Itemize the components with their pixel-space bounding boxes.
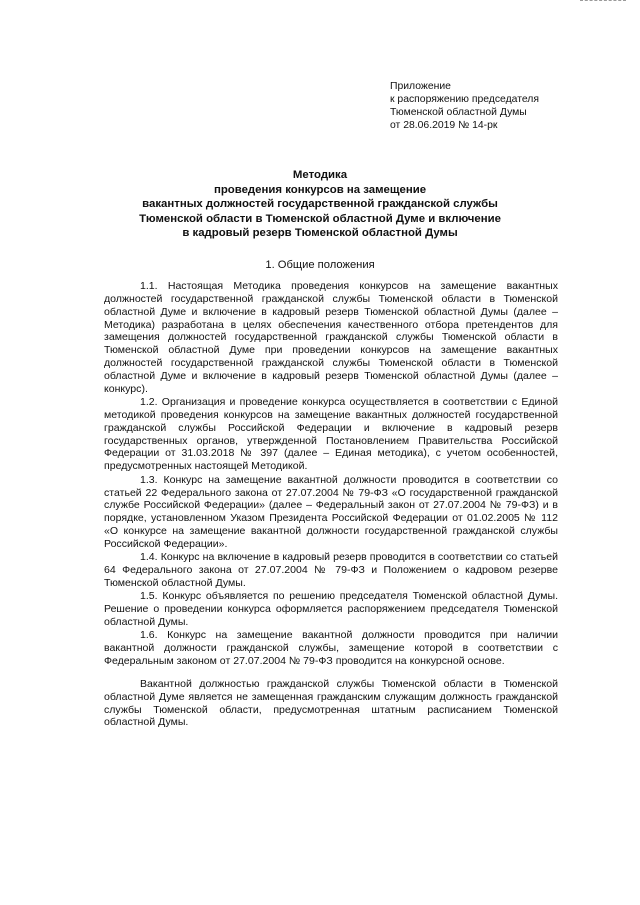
paragraph-1-4: 1.4. Конкурс на включение в кадровый резерв проводится в соответствии со статьей 64 Федерального закона от 27.07.2004 № 79-ФЗ и Положением о кадровом резерве Тюменской областной Думы.: [104, 551, 558, 589]
paragraph-1-1: 1.1. Настоящая Методика проведения конкурсов на замещение вакантных должностей государственной гражданской службы Тюменской области в Тюменской областной Думе и включение в кадровый резерв Тюменской областной Думы (далее – Методика) разработана в целях обеспечения качественного отбора претендентов для замещения должностей государственной гражданской службы Тюменской области в Тюменской областной Думе при проведении конкурсов на замещение вакантных должностей государственной гражданской службы Тюменской области в Тюменской областной Думе и включение в кадровый резерв Тюменской областной Думы (далее – конкурс).: [104, 280, 558, 395]
document-title: [60, 168, 580, 241]
paragraph-vacancy-definition: Вакантной должностью гражданской службы Тюменской области в Тюменской областной Думе является не замещенная гражданским служащим должность гражданской службы Тюменской области, предусмотренная штатным расписанием Тюменской областной Думы.: [104, 677, 558, 729]
appendix-line: от 28.06.2019 № 14-рк: [390, 120, 498, 131]
title-line: Методика: [292, 169, 348, 181]
appendix-line: к распоряжению председателя: [390, 94, 539, 105]
title-line: вакантных должностей государственной гражданской службы: [142, 198, 498, 210]
section-heading: 1. Общие положения: [265, 259, 375, 271]
title-line: проведения конкурсов на замещение: [213, 183, 427, 196]
appendix-line: Тюменской областной Думы: [390, 107, 527, 118]
paragraph-1-2: 1.2. Организация и проведение конкурса осуществляется в соответствии с Единой методикой проведения конкурсов на замещение вакантных должностей государственной гражданской службы Российской Федерации и включение в кадровый резерв государственных органов, утвержденной Постановлением Правительства Российской Федерации от 31.03.2018 № 397 (далее – Единая методика), с учетом особенностей, предусмотренных настоящей Методикой.: [104, 396, 558, 473]
appendix-block: [390, 80, 539, 132]
document-body: [104, 280, 558, 730]
paragraph-1-5: 1.5. Конкурс объявляется по решению председателя Тюменской областной Думы. Решение о проведении конкурса оформляется распоряжением председателя Тюменской областной Думы.: [104, 590, 558, 628]
paragraph-1-6: 1.6. Конкурс на замещение вакантной должности проводится при наличии вакантной должности гражданской службы, замещение которой в соответствии с Федеральным законом от 27.07.2004 № 79-ФЗ проводится на конкурсной основе.: [104, 629, 558, 667]
appendix-line: Приложение: [390, 81, 451, 92]
title-line: в кадровый резерв Тюменской областной Думы: [182, 227, 458, 239]
title-line: Тюменской области в Тюменской областной Думе и включение: [139, 212, 501, 225]
scan-corner-mark: [580, 0, 626, 3]
paragraph-1-3: 1.3. Конкурс на замещение вакантной должности проводится в соответствии со статьей 22 Федерального закона от 27.07.2004 № 79-ФЗ «О государственной гражданской службе Российской Федерации» (далее – Федеральный закон от 27.07.2004 № 79-ФЗ) и в порядке, установленном Указом Президента Российской Федерации от 01.02.2005 № 112 «О конкурсе на замещение вакантной должности государственной гражданской службы Российской Федерации».: [104, 473, 558, 550]
